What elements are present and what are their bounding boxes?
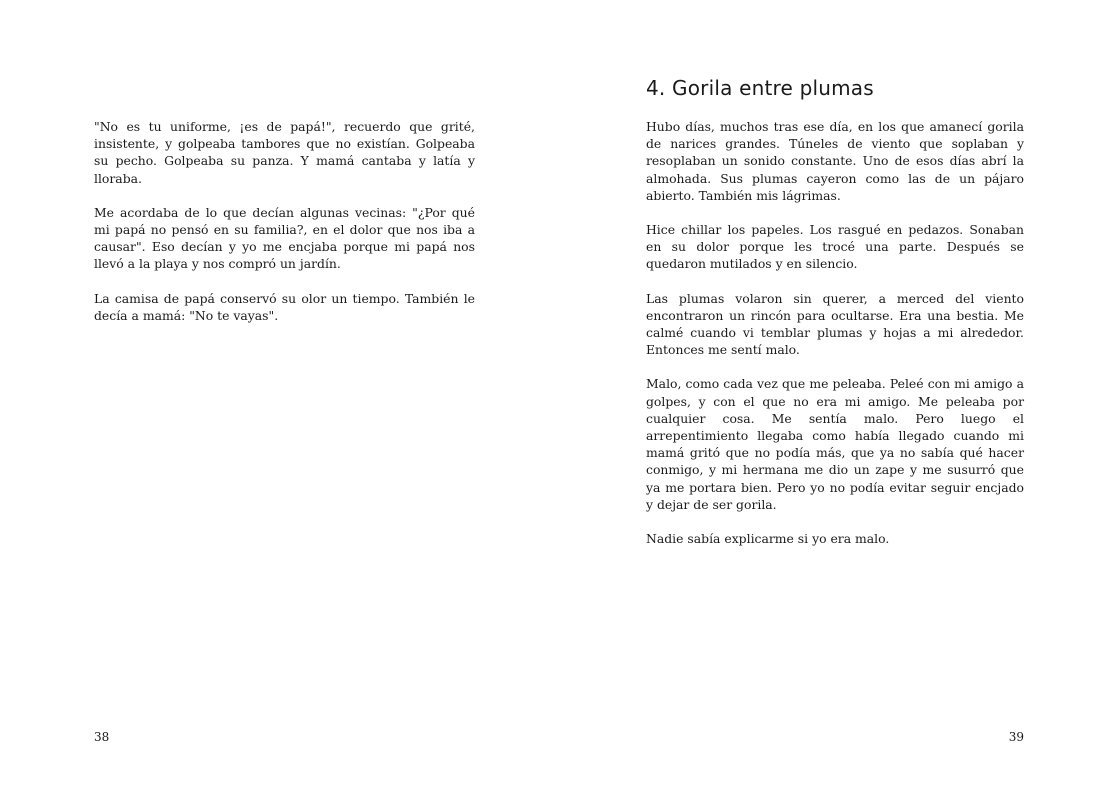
right-paragraph-4: Malo, como cada vez que me peleaba. Peleé con mi amigo a golpes, y con el que no era mi amigo. Me peleaba por cualquier cosa. Me sentía malo. Pero luego el arrepentimiento llegaba como había llegado cuando mi mamá gritó que no podía más, que ya no sabía qué hacer conmigo, y mi hermana me dio un zape y me susurró que ya me portara bien. Pero yo no podía evitar seguir encjado y dejar de ser gorila. xyxy=(646,376,1024,512)
right-page-number: 39 xyxy=(1008,730,1024,744)
right-paragraph-5: Nadie sabía explicarme si yo era malo. xyxy=(646,531,890,547)
right-paragraph-2: Hice chillar los papeles. Los rasgué en pedazos. Sonaban en su dolor porque les trocé una parte. Después se quedaron mutilados y en silencio. xyxy=(646,222,1024,272)
left-paragraph-3: La camisa de papá conservó su olor un tiempo. También le decía a mamá: "No te vayas". xyxy=(94,290,475,323)
right-paragraph-1: Hubo días, muchos tras ese día, en los que amanecí gorila de narices grandes. Túneles de viento que soplaban y resoplaban un sonido constante. Uno de esos días abrí la almohada. Sus plumas cayeron como las de un pájaro abierto. También mis lágrimas. xyxy=(646,119,1024,203)
left-paragraph-1: "No es tu uniforme, ¡es de papá!", recuerdo que grité, insistente, y golpeaba tambores que no existían. Golpeaba su pecho. Golpeaba su panza. Y mamá cantaba y latía y lloraba. xyxy=(94,119,475,186)
chapter-title: 4. Gorila entre plumas xyxy=(646,76,874,100)
left-page-body xyxy=(94,118,475,341)
left-paragraph-2: Me acordaba de lo que decían algunas vecinas: "¿Por qué mi papá no pensó en su familia?, en el dolor que nos iba a causar". Eso decían y yo me encjaba porque mi papá nos llevó a la playa y nos compró un jardín. xyxy=(94,204,475,272)
right-page-body xyxy=(646,118,1024,564)
left-page-number: 38 xyxy=(94,730,110,744)
right-page xyxy=(560,0,1119,794)
right-paragraph-3: Las plumas volaron sin querer, a merced del viento encontraron un rincón para ocultarse. Era una bestia. Me calmé cuando vi temblar plumas y hojas a mi alrededor. Entonces me sentí malo. xyxy=(646,290,1024,358)
